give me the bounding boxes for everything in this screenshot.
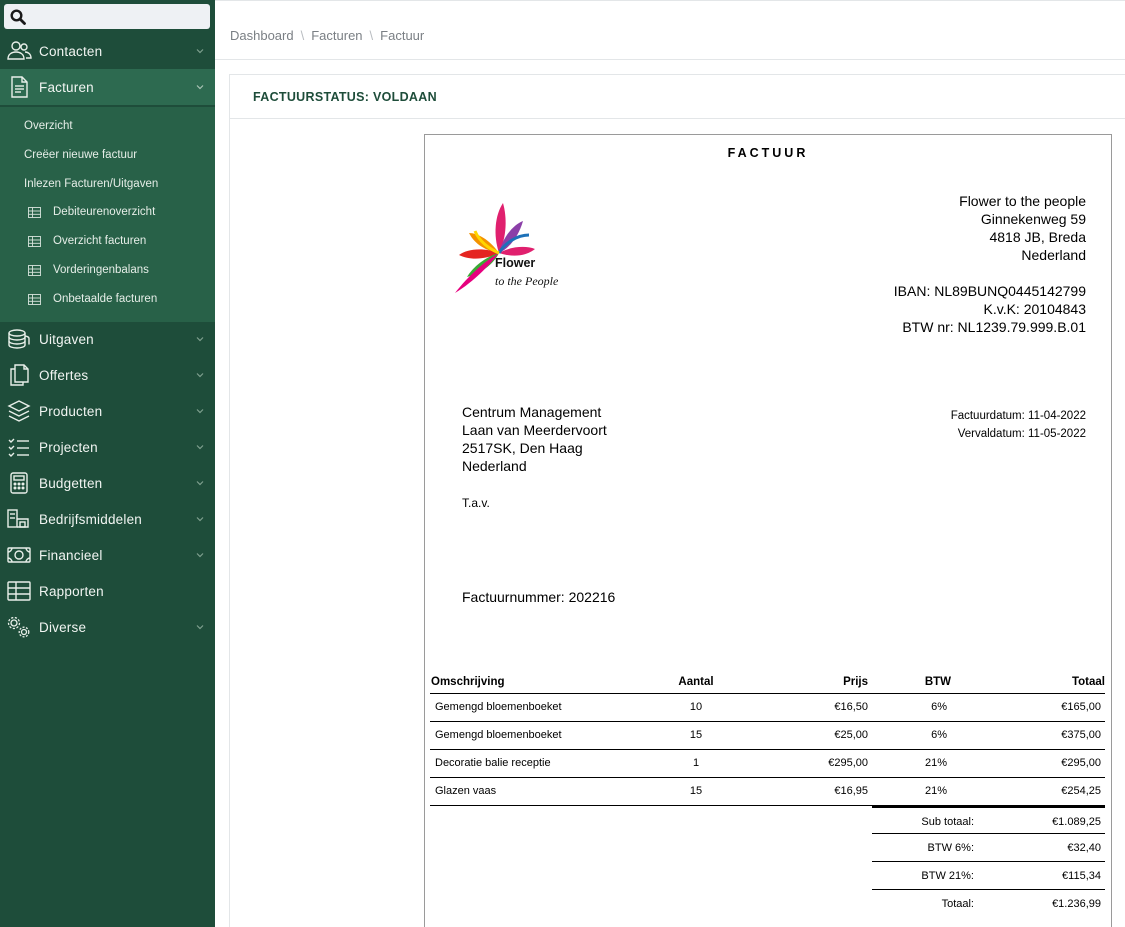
- totals-value: €1.089,25: [1052, 816, 1101, 828]
- layers-icon: [6, 398, 32, 424]
- chevron-down-icon: [195, 514, 205, 524]
- invoice-dates: [951, 407, 1086, 443]
- sidebar: [0, 0, 215, 927]
- facturen-submenu: [0, 107, 215, 322]
- invoice-number: Factuurnummer: 202216: [462, 589, 616, 605]
- table-icon: [6, 578, 32, 604]
- breadcrumb-separator: \: [369, 28, 374, 43]
- sidebar-item-label: Offertes: [39, 367, 89, 383]
- users-icon: [6, 38, 32, 64]
- breadcrumb-factuur: Factuur: [380, 28, 425, 43]
- breadcrumb-separator: \: [300, 28, 305, 43]
- company-street: Ginnekenweg 59: [980, 211, 1086, 227]
- line-vat: 6%: [872, 721, 978, 749]
- submenu-label: Overzicht facturen: [53, 235, 147, 247]
- submenu-label: Debiteurenoverzicht: [53, 206, 156, 218]
- chevron-down-icon: [195, 370, 205, 380]
- line-description: Gemengd bloemenboeket: [430, 693, 640, 721]
- column-header: Totaal: [978, 671, 1105, 693]
- line-total: €295,00: [978, 749, 1105, 777]
- invoice-document: [424, 134, 1112, 927]
- line-vat: 21%: [872, 777, 978, 805]
- line-total: €254,25: [978, 777, 1105, 805]
- breadcrumb-dashboard[interactable]: Dashboard: [230, 28, 294, 43]
- table-row: [430, 777, 1105, 805]
- line-total: €165,00: [978, 693, 1105, 721]
- line-quantity: 1: [640, 749, 752, 777]
- sidebar-item-bedrijfsmiddelen[interactable]: [0, 501, 215, 537]
- chevron-down-icon: [195, 334, 205, 344]
- grand-total-row: [872, 890, 1105, 918]
- company-kvk: K.v.K: 20104843: [983, 301, 1086, 317]
- grid-icon: [28, 236, 41, 247]
- line-description: Gemengd bloemenboeket: [430, 721, 640, 749]
- sidebar-item-label: Projecten: [39, 439, 98, 455]
- company-address: [894, 192, 1086, 336]
- sidebar-item-label: Financieel: [39, 547, 103, 563]
- column-header: Aantal: [640, 671, 752, 693]
- submenu-item-onbetaalde-facturen[interactable]: [0, 285, 215, 313]
- line-price: €16,95: [752, 777, 872, 805]
- invoice-lines-table: [430, 671, 1105, 806]
- totals-label: Totaal:: [941, 898, 974, 910]
- documents-icon: [6, 362, 32, 388]
- search-input[interactable]: [4, 4, 210, 29]
- sidebar-item-label: Diverse: [39, 619, 87, 635]
- vat-21-row: [872, 862, 1105, 890]
- logo-text-flower: Flower: [495, 256, 536, 270]
- checklist-icon: [6, 434, 32, 460]
- sidebar-item-uitgaven[interactable]: [0, 321, 215, 357]
- submenu-item-overzicht-facturen[interactable]: [0, 227, 215, 255]
- line-description: Decoratie balie receptie: [430, 749, 640, 777]
- banknote-icon: [6, 542, 32, 568]
- client-tav: T.a.v.: [462, 496, 490, 510]
- sidebar-item-label: Facturen: [39, 79, 94, 95]
- totals-value: €115,34: [1062, 870, 1101, 882]
- chevron-down-icon: [195, 478, 205, 488]
- submenu-label: Creëer nieuwe factuur: [24, 149, 138, 161]
- sidebar-item-offertes[interactable]: [0, 357, 215, 393]
- sidebar-item-label: Contacten: [39, 43, 103, 59]
- chevron-down-icon: [195, 82, 205, 92]
- chevron-down-icon: [195, 46, 205, 56]
- table-header-row: [430, 671, 1105, 693]
- line-quantity: 10: [640, 693, 752, 721]
- submenu-item-overzicht[interactable]: [0, 112, 215, 140]
- sidebar-item-facturen[interactable]: [0, 69, 215, 105]
- chevron-down-icon: [195, 622, 205, 632]
- submenu-label: Overzicht: [24, 120, 73, 132]
- totals-label: BTW 6%:: [927, 842, 974, 854]
- invoice-date: Factuurdatum: 11-04-2022: [950, 410, 1086, 422]
- line-description: Glazen vaas: [430, 777, 640, 805]
- client-name: Centrum Management: [462, 404, 602, 420]
- assets-icon: [6, 506, 32, 532]
- breadcrumb-facturen[interactable]: Facturen: [311, 28, 363, 43]
- sidebar-item-budgetten[interactable]: [0, 465, 215, 501]
- line-price: €295,00: [752, 749, 872, 777]
- coins-icon: [6, 326, 32, 352]
- client-city: 2517SK, Den Haag: [462, 440, 583, 456]
- calculator-icon: [6, 470, 32, 496]
- column-header: Omschrijving: [430, 671, 640, 693]
- chevron-down-icon: [195, 442, 205, 452]
- submenu-label: Vorderingenbalans: [53, 264, 149, 276]
- invoice-status: FACTUURSTATUS: VOLDAAN: [253, 90, 437, 104]
- invoice-totals: [872, 806, 1105, 918]
- sidebar-item-label: Budgetten: [39, 475, 103, 491]
- sidebar-item-rapporten[interactable]: [0, 573, 215, 609]
- sidebar-item-label: Rapporten: [39, 583, 104, 599]
- company-country: Nederland: [1021, 247, 1086, 263]
- line-price: €25,00: [752, 721, 872, 749]
- submenu-item-creeer-nieuwe-factuur[interactable]: [0, 141, 215, 169]
- submenu-label: Onbetaalde facturen: [53, 293, 158, 305]
- topbar: [215, 0, 1125, 60]
- grid-icon: [28, 294, 41, 305]
- totals-value: €32,40: [1067, 842, 1101, 854]
- sidebar-item-label: Bedrijfsmiddelen: [39, 511, 142, 527]
- sidebar-item-projecten[interactable]: [0, 429, 215, 465]
- panel-header: [230, 75, 1125, 119]
- column-header: BTW: [872, 671, 978, 693]
- company-logo: [441, 201, 561, 301]
- company-btw: BTW nr: NL1239.79.999.B.01: [902, 319, 1086, 335]
- totals-label: BTW 21%:: [921, 870, 974, 882]
- vat-6-row: [872, 834, 1105, 862]
- logo-text-people: to the People: [495, 274, 559, 288]
- breadcrumb: [230, 28, 424, 43]
- gears-icon: [6, 614, 32, 640]
- line-quantity: 15: [640, 721, 752, 749]
- sidebar-item-financieel[interactable]: [0, 537, 215, 573]
- line-vat: 6%: [872, 693, 978, 721]
- grid-icon: [28, 265, 41, 276]
- client-street: Laan van Meerdervoort: [462, 422, 607, 438]
- company-name: Flower to the people: [959, 193, 1086, 209]
- line-vat: 21%: [872, 749, 978, 777]
- column-header: Prijs: [752, 671, 872, 693]
- line-quantity: 15: [640, 777, 752, 805]
- subtotal-row: [872, 806, 1105, 834]
- invoice-title: FACTUUR: [727, 146, 809, 160]
- client-address: [462, 403, 607, 475]
- sidebar-item-contacten[interactable]: [0, 33, 215, 69]
- grid-icon: [28, 207, 41, 218]
- line-price: €16,50: [752, 693, 872, 721]
- totals-label: Sub totaal:: [921, 816, 974, 828]
- chevron-down-icon: [195, 550, 205, 560]
- sidebar-item-diverse[interactable]: [0, 609, 215, 645]
- submenu-item-inlezen[interactable]: [0, 170, 215, 198]
- search-icon: [10, 9, 26, 25]
- sidebar-item-producten[interactable]: [0, 393, 215, 429]
- company-city: 4818 JB, Breda: [989, 229, 1086, 245]
- sidebar-item-label: Producten: [39, 403, 103, 419]
- due-date: Vervaldatum: 11-05-2022: [957, 428, 1086, 440]
- table-row: [430, 721, 1105, 749]
- submenu-item-vorderingenbalans[interactable]: [0, 256, 215, 284]
- line-total: €375,00: [978, 721, 1105, 749]
- table-row: [430, 693, 1105, 721]
- company-iban: IBAN: NL89BUNQ0445142799: [893, 283, 1086, 299]
- invoice-icon: [6, 74, 32, 100]
- submenu-item-debiteurenoverzicht[interactable]: [0, 198, 215, 226]
- table-row: [430, 749, 1105, 777]
- sidebar-item-label: Uitgaven: [39, 331, 94, 347]
- submenu-label: Inlezen Facturen/Uitgaven: [24, 178, 159, 190]
- chevron-down-icon: [195, 406, 205, 416]
- client-country: Nederland: [462, 458, 527, 474]
- totals-value: €1.236,99: [1052, 898, 1101, 910]
